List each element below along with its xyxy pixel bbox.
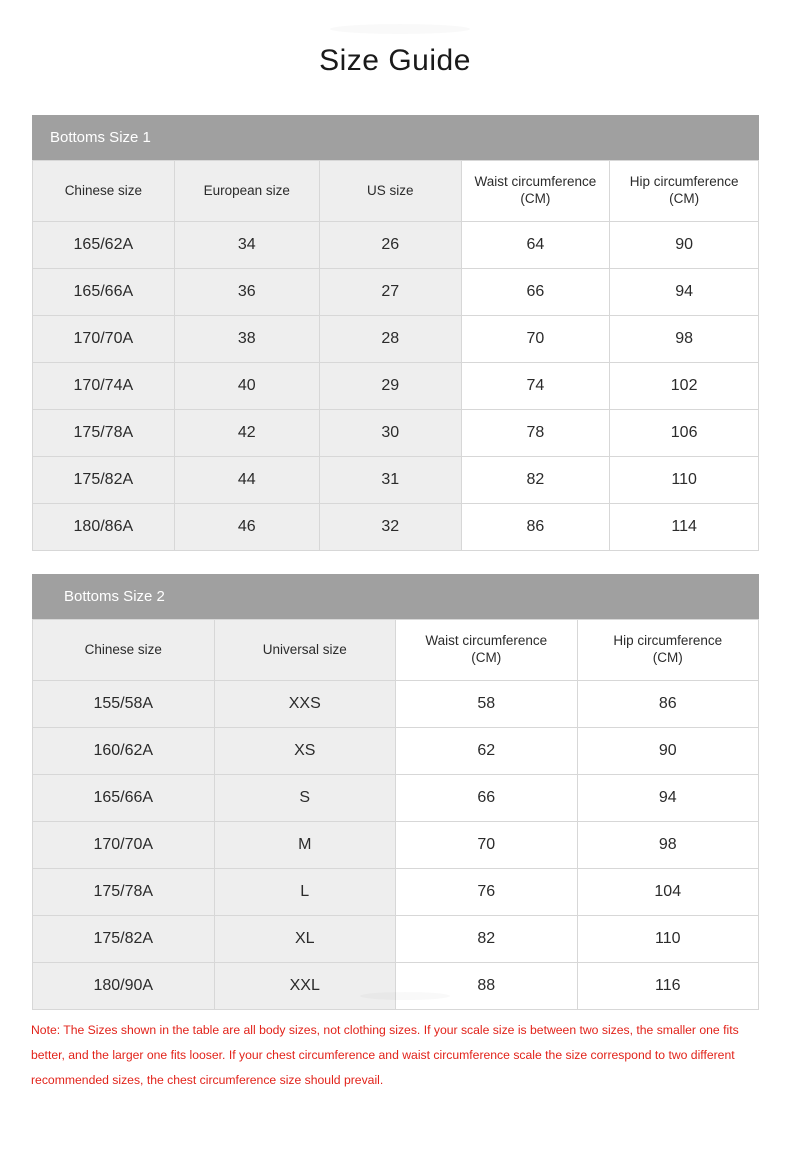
- cell-chinese-size: 180/86A: [33, 504, 175, 551]
- header-label: Chinese size: [64, 182, 142, 198]
- cell-us-size: 27: [319, 269, 461, 316]
- column-header-chinese-size: [33, 620, 215, 681]
- table-body: [33, 222, 759, 551]
- table-row: [33, 775, 759, 822]
- cell-universal-size: XL: [214, 916, 396, 963]
- cell-chinese-size: 180/90A: [33, 963, 215, 1010]
- cell-waist: 82: [396, 916, 578, 963]
- column-header-hip-circumference: [610, 161, 759, 222]
- table-body: [33, 681, 759, 1010]
- cell-hip: 98: [610, 316, 759, 363]
- cell-waist: 70: [461, 316, 610, 363]
- table-row: [33, 869, 759, 916]
- header-label: Hip circumference: [629, 174, 739, 190]
- cell-waist: 66: [396, 775, 578, 822]
- cell-european-size: 34: [174, 222, 319, 269]
- column-header-waist-circumference: [461, 161, 610, 222]
- bottoms-size-2-block: [32, 574, 759, 1010]
- table-row: [33, 410, 759, 457]
- header-unit: (CM): [669, 191, 700, 206]
- column-header-waist-circumference: [396, 620, 578, 681]
- cell-chinese-size: 160/62A: [33, 728, 215, 775]
- cell-waist: 74: [461, 363, 610, 410]
- cell-chinese-size: 165/62A: [33, 222, 175, 269]
- header-label: US size: [366, 182, 414, 198]
- cell-hip: 116: [577, 963, 759, 1010]
- column-header-universal-size: [214, 620, 396, 681]
- cell-hip: 104: [577, 869, 759, 916]
- cell-chinese-size: 170/70A: [33, 822, 215, 869]
- cell-hip: 90: [610, 222, 759, 269]
- column-header-european-size: [174, 161, 319, 222]
- cell-waist: 70: [396, 822, 578, 869]
- header-label: European size: [203, 182, 290, 198]
- table-head: [33, 620, 759, 681]
- cell-waist: 76: [396, 869, 578, 916]
- header-label: Universal size: [262, 641, 347, 657]
- cell-hip: 94: [610, 269, 759, 316]
- cell-hip: 114: [610, 504, 759, 551]
- header-row: [33, 620, 759, 681]
- page-title: Size Guide: [319, 44, 471, 77]
- cell-universal-size: XXS: [214, 681, 396, 728]
- cell-hip: 110: [610, 457, 759, 504]
- cell-chinese-size: 175/78A: [33, 410, 175, 457]
- cell-hip: 98: [577, 822, 759, 869]
- cell-chinese-size: 175/78A: [33, 869, 215, 916]
- cell-universal-size: L: [214, 869, 396, 916]
- cell-hip: 106: [610, 410, 759, 457]
- cell-chinese-size: 170/70A: [33, 316, 175, 363]
- table-row: [33, 269, 759, 316]
- header-unit: (CM): [652, 650, 683, 665]
- cell-european-size: 46: [174, 504, 319, 551]
- table-row: [33, 222, 759, 269]
- cell-chinese-size: 155/58A: [33, 681, 215, 728]
- cell-hip: 94: [577, 775, 759, 822]
- header-label: Hip circumference: [613, 633, 723, 649]
- cell-european-size: 44: [174, 457, 319, 504]
- bottoms-size-1-header: Bottoms Size 1: [32, 115, 759, 160]
- header-row: [33, 161, 759, 222]
- table-row: [33, 822, 759, 869]
- cell-hip: 110: [577, 916, 759, 963]
- column-header-chinese-size: [33, 161, 175, 222]
- cell-us-size: 26: [319, 222, 461, 269]
- table-row: [33, 963, 759, 1010]
- table-row: [33, 681, 759, 728]
- cell-chinese-size: 175/82A: [33, 916, 215, 963]
- column-header-hip-circumference: [577, 620, 759, 681]
- table-head: [33, 161, 759, 222]
- header-label: Waist circumference: [474, 174, 597, 190]
- cell-hip: 102: [610, 363, 759, 410]
- cell-us-size: 28: [319, 316, 461, 363]
- cell-waist: 88: [396, 963, 578, 1010]
- header-unit: (CM): [520, 191, 551, 206]
- table-row: [33, 916, 759, 963]
- cell-chinese-size: 175/82A: [33, 457, 175, 504]
- table-row: [33, 363, 759, 410]
- cell-hip: 86: [577, 681, 759, 728]
- table-row: [33, 504, 759, 551]
- size-note: Note: The Sizes shown in the table are all body sizes, not clothing sizes. If your scale size is between two sizes, the smaller one fits better, and the larger one fits looser. If your chest circumference and waist circumference scale the size correspond to two different recommended sizes, the chest circumference size should prevail.: [31, 1023, 739, 1088]
- cell-european-size: 40: [174, 363, 319, 410]
- cell-chinese-size: 165/66A: [33, 775, 215, 822]
- bottoms-size-1-table: [32, 160, 759, 551]
- cell-waist: 66: [461, 269, 610, 316]
- cell-waist: 82: [461, 457, 610, 504]
- cell-waist: 78: [461, 410, 610, 457]
- cell-waist: 62: [396, 728, 578, 775]
- cell-us-size: 29: [319, 363, 461, 410]
- header-label: Chinese size: [84, 641, 162, 657]
- header-unit: (CM): [471, 650, 502, 665]
- header-label: Waist circumference: [425, 633, 548, 649]
- cell-universal-size: XXL: [214, 963, 396, 1010]
- cell-chinese-size: 170/74A: [33, 363, 175, 410]
- cell-us-size: 30: [319, 410, 461, 457]
- cell-universal-size: XS: [214, 728, 396, 775]
- cell-waist: 86: [461, 504, 610, 551]
- table-row: [33, 316, 759, 363]
- cell-universal-size: M: [214, 822, 396, 869]
- cell-european-size: 38: [174, 316, 319, 363]
- cell-waist: 58: [396, 681, 578, 728]
- cell-waist: 64: [461, 222, 610, 269]
- cell-hip: 90: [577, 728, 759, 775]
- cell-us-size: 31: [319, 457, 461, 504]
- table-row: [33, 457, 759, 504]
- bottoms-size-2-table: [32, 619, 759, 1010]
- cell-chinese-size: 165/66A: [33, 269, 175, 316]
- cell-european-size: 42: [174, 410, 319, 457]
- cell-european-size: 36: [174, 269, 319, 316]
- column-header-us-size: [319, 161, 461, 222]
- bottoms-size-1-block: [32, 115, 759, 551]
- table-row: [33, 728, 759, 775]
- cell-us-size: 32: [319, 504, 461, 551]
- bottoms-size-2-header: Bottoms Size 2: [32, 574, 759, 619]
- cell-universal-size: S: [214, 775, 396, 822]
